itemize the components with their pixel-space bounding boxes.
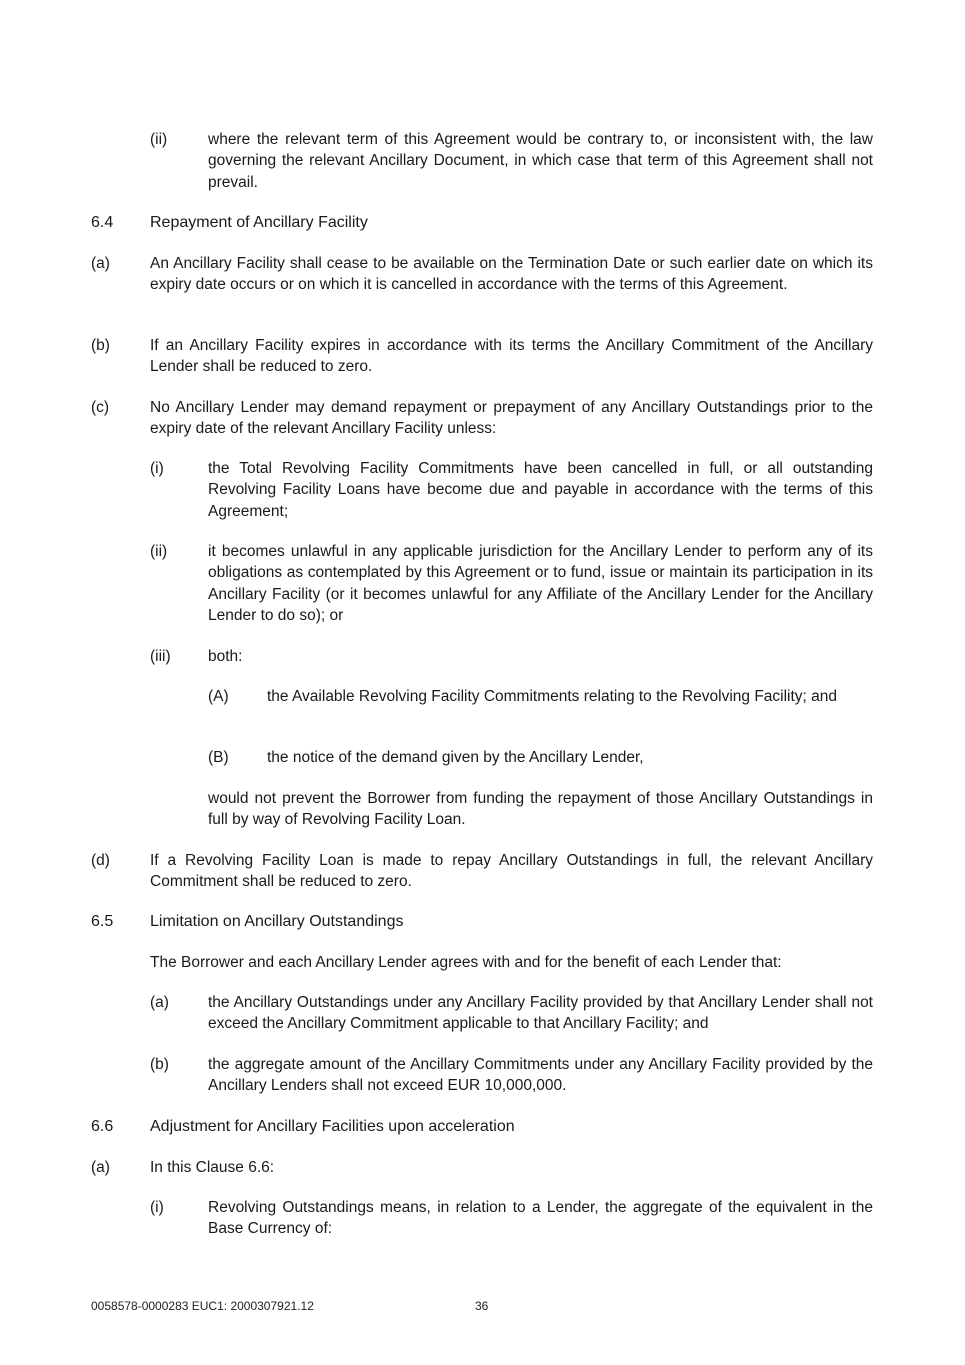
clause-number: (ii) bbox=[150, 543, 168, 560]
clause-text: In this Clause 6.6: bbox=[150, 1159, 275, 1176]
clause-text: both: bbox=[208, 648, 243, 665]
clause-number: (d) bbox=[91, 852, 110, 869]
clause-text: Revolving Outstandings means, in relation to a Lender, the aggregate of the equivalent in the Base Currency of: bbox=[208, 1199, 873, 1238]
clause-number: (a) bbox=[150, 994, 169, 1011]
clause-text: the Available Revolving Facility Commitments relating to the Revolving Facility; and bbox=[267, 688, 838, 705]
clause-number: (b) bbox=[91, 337, 110, 354]
clause-text: the Ancillary Outstandings under any Ancillary Facility provided by that Ancillary Lender shall not exceed the Ancillary Commitment applicable to that Ancillary Facility; and bbox=[208, 994, 873, 1033]
clause-number: (a) bbox=[91, 255, 110, 272]
footer-page-number: 36 bbox=[475, 1299, 489, 1313]
clause-number: (ii) bbox=[150, 131, 168, 148]
clause-number: (a) bbox=[91, 1159, 110, 1176]
section-number: 6.6 bbox=[91, 1118, 114, 1135]
section-heading: Adjustment for Ancillary Facilities upon acceleration bbox=[150, 1118, 515, 1135]
clause-text: If an Ancillary Facility expires in accordance with its terms the Ancillary Commitment of the Ancillary Lender shall be reduced to zero. bbox=[150, 337, 873, 376]
clause-number: (b) bbox=[150, 1056, 169, 1073]
clause-text: If a Revolving Facility Loan is made to repay Ancillary Outstandings in full, the relevant Ancillary Commitment shall be reduced to zero. bbox=[150, 852, 873, 891]
clause-text: the aggregate amount of the Ancillary Commitments under any Ancillary Facility provided by the Ancillary Lenders shall not exceed EUR 10,000,000. bbox=[208, 1056, 873, 1095]
clause-number: (A) bbox=[208, 688, 229, 705]
clause-number: (B) bbox=[208, 749, 229, 766]
section-number: 6.4 bbox=[91, 214, 114, 231]
clause-text: No Ancillary Lender may demand repayment or prepayment of any Ancillary Outstandings prior to the expiry date of the relevant Ancillary Facility unless: bbox=[150, 399, 873, 438]
section-heading: Repayment of Ancillary Facility bbox=[150, 214, 368, 231]
section-number: 6.5 bbox=[91, 913, 114, 930]
footer-document-reference: 0058578-0000283 EUC1: 2000307921.12 bbox=[91, 1299, 314, 1313]
clause-number: (c) bbox=[91, 399, 110, 416]
clause-number: (i) bbox=[150, 460, 164, 477]
section-intro-text: The Borrower and each Ancillary Lender agrees with and for the benefit of each Lender that: bbox=[150, 954, 782, 971]
clause-text: where the relevant term of this Agreement would be contrary to, or inconsistent with, the law governing the relevant Ancillary Document, in which case that term of this Agreement shall not prevail. bbox=[208, 131, 873, 191]
clause-text: the notice of the demand given by the Ancillary Lender, bbox=[267, 749, 644, 766]
section-heading: Limitation on Ancillary Outstandings bbox=[150, 913, 404, 930]
clause-text: the Total Revolving Facility Commitments have been cancelled in full, or all outstanding Revolving Facility Loans have become due and payable in accordance with the terms of this Agreement; bbox=[208, 460, 873, 520]
clause-number: (i) bbox=[150, 1199, 164, 1216]
clause-text: it becomes unlawful in any applicable jurisdiction for the Ancillary Lender to perform any of its obligations as contemplated by this Agreement or to fund, issue or maintain its participation in its Ancillary Facility (or it becomes unlawful for any Affiliate of the Ancillary Lender for the Ancillary Lender to do so); or bbox=[208, 543, 873, 624]
clause-tail-text: would not prevent the Borrower from funding the repayment of those Ancillary Outstandings in full by way of Revolving Facility Loan. bbox=[208, 790, 873, 829]
clause-text: An Ancillary Facility shall cease to be available on the Termination Date or such earlier date on which its expiry date occurs or on which it is cancelled in accordance with the terms of this Agreement. bbox=[150, 255, 873, 294]
clause-number: (iii) bbox=[150, 648, 171, 665]
